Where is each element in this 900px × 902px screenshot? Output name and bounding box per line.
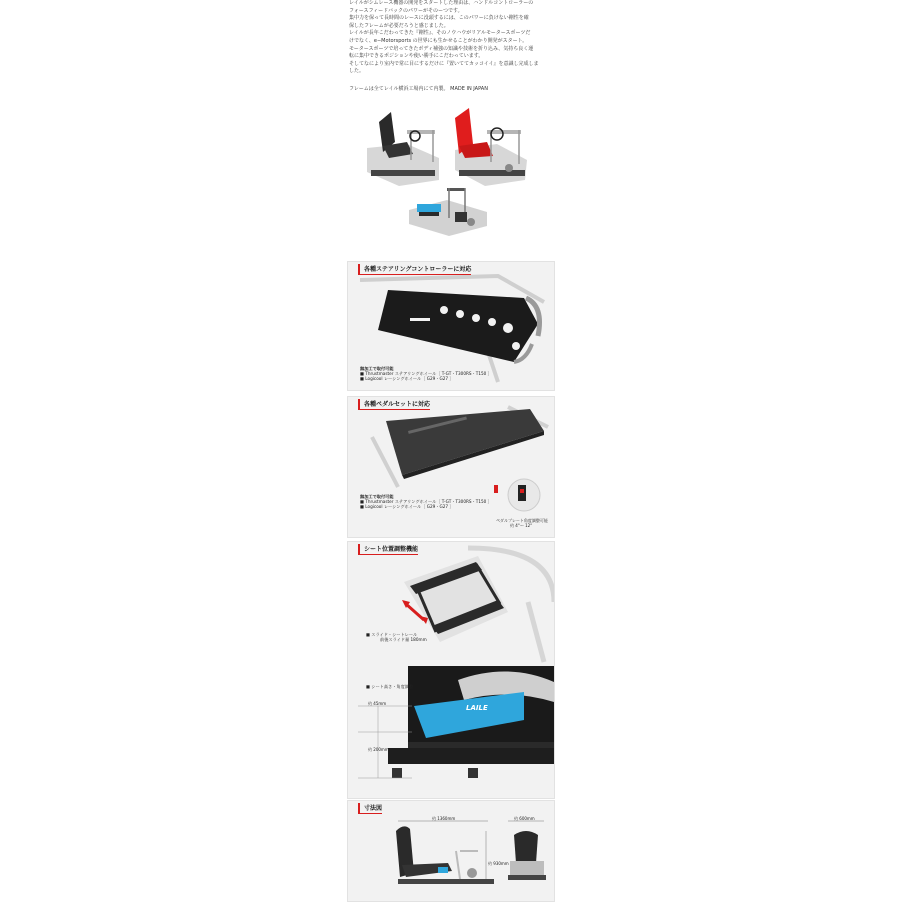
dimension-45mm: 約 45mm bbox=[368, 701, 387, 706]
frame-only-rig bbox=[409, 188, 487, 236]
note-line: ■ Logicool レーシングホイール［ G29・G27 ］ bbox=[360, 504, 454, 510]
intro-line: レイルがシムレース機器の開発をスタートした理由は、ハンドルコントローラーの bbox=[349, 0, 534, 6]
dimension-200mm: 約 200mm bbox=[368, 747, 389, 752]
dimensions-section bbox=[347, 800, 555, 902]
width-label: 約 600mm bbox=[514, 816, 535, 821]
pedal-plate-image bbox=[348, 397, 554, 537]
intro-line: けでなく、e−Motorsports の世界にも生かせることがわかり開発がスタート。 bbox=[349, 37, 528, 44]
intro-line: そしてなにより室内で常に目にするだけに『置いててカッコイイ』を意識し完成しま bbox=[349, 60, 539, 67]
angle-adjust-label: ペダルプレート角度調整可能 bbox=[496, 518, 548, 523]
seat-section bbox=[347, 541, 555, 799]
note-line: ■ Logicool レーシングホイール［ G29・G27 ］ bbox=[360, 376, 454, 382]
intro-line: 転に集中できるポジションや使い勝手にこだわっています。 bbox=[349, 53, 484, 60]
length-label: 約 1360mm bbox=[432, 816, 456, 821]
steering-section bbox=[347, 261, 555, 391]
red-seat-rig bbox=[455, 108, 527, 186]
note-title: 無加工で取付可能 bbox=[360, 494, 394, 499]
intro-line: レイルが長年こだわってきた『剛性』、そのノウハウがリアルモータースポーツだ bbox=[349, 30, 531, 37]
compatibility-note bbox=[360, 366, 492, 382]
height-label: 約 930mm bbox=[488, 861, 509, 866]
pedal-section bbox=[347, 396, 555, 538]
intro-line: した。 bbox=[349, 68, 365, 75]
note-line: ■ Thrustmaster ステアリングホイール［ T-GT・T300RS・T150 ］ bbox=[360, 371, 492, 377]
made-in-japan-text: フレームは全てレイル横浜工場内にて内製。 MADE IN JAPAN bbox=[349, 86, 488, 92]
intro-line: 保したフレームが必要だろうと感じました。 bbox=[349, 22, 449, 29]
section-title: 寸法図 bbox=[358, 803, 382, 814]
section-title: シート位置調整機能 bbox=[358, 544, 418, 555]
intro-line: 集中力を保って長時間のレースに没頭するには、このパワーに負けない剛性を確 bbox=[349, 15, 529, 22]
angle-range: 約 4°～ 12° bbox=[510, 523, 533, 528]
intro-line: フォースフィードバックのパワーがそのーつです。 bbox=[349, 7, 463, 14]
brand-logo: LAILE bbox=[466, 704, 488, 712]
slide-rail-title: ■ スライド・シートレール bbox=[366, 632, 418, 637]
section-title: 各種ステアリングコントローラーに対応 bbox=[358, 264, 471, 275]
seat-rail-image bbox=[348, 542, 554, 798]
intro-line: モータースポーツで培ってきたボディ補強の知識や技術を折り込み、気持ち良く運 bbox=[349, 45, 534, 52]
compatibility-note bbox=[360, 494, 492, 510]
seat-height-label: ■ シート高さ・角度調整 bbox=[366, 684, 414, 689]
note-line: ■ Thrustmaster ステアリングホイール［ T-GT・T300RS・T150 ］ bbox=[360, 499, 492, 505]
slide-amount: 前後スライド量 180mm bbox=[380, 637, 427, 643]
intro-text bbox=[349, 0, 553, 76]
slide-rail-label bbox=[366, 632, 427, 642]
section-title: 各種ペダルセットに対応 bbox=[358, 399, 430, 410]
note-title: 無加工で取付可能 bbox=[360, 366, 394, 371]
black-seat-rig bbox=[367, 112, 439, 186]
product-hero-image bbox=[347, 100, 553, 240]
